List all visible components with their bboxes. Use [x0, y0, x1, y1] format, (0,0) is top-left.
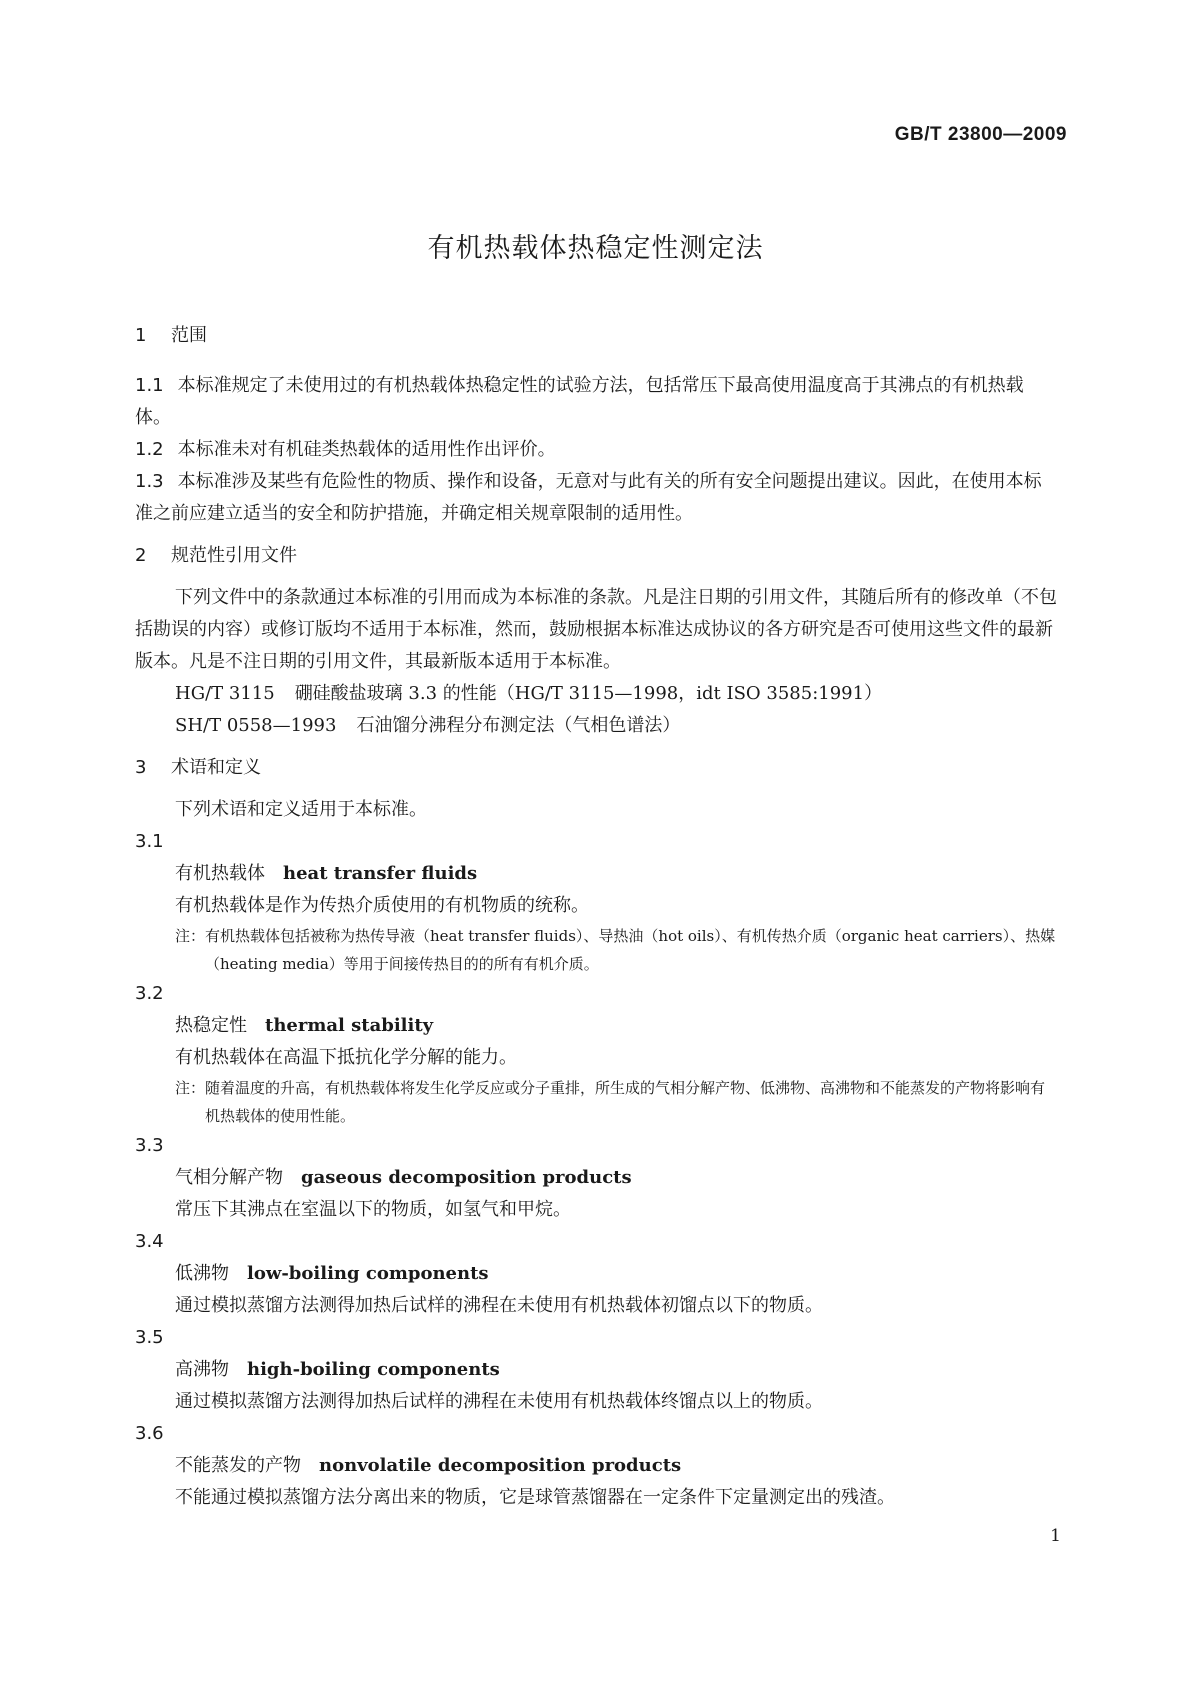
term-heading [135, 1354, 1057, 1386]
term-en: thermal stability [265, 1015, 434, 1036]
term-en: low-boiling components [247, 1263, 489, 1284]
term-heading [135, 1162, 1057, 1194]
term-number: 3.5 [135, 1327, 164, 1348]
reference-code: SH/T 0558—1993 [175, 715, 337, 736]
section-intro: 下列文件中的条款通过本标准的引用而成为本标准的条款。凡是注日期的引用文件，其随后所有的修改单（不包括勘误的内容）或修订版均不适用于本标准，然而，鼓励根据本标准达成协议的各方研究是否可使用这些文件的最新版本。凡是不注日期的引用文件，其最新版本适用于本标准。 [135, 587, 1057, 672]
term-zh: 低沸物 [175, 1263, 229, 1284]
term-number: 3.4 [135, 1231, 164, 1252]
document-title: 有机热载体热稳定性测定法 [427, 233, 764, 264]
term-en: gaseous decomposition products [301, 1167, 632, 1188]
page-number: 1 [1050, 1526, 1061, 1546]
term-zh: 高沸物 [175, 1359, 229, 1380]
term-definition: 通过模拟蒸馏方法测得加热后试样的沸程在未使用有机热载体初馏点以下的物质。 [175, 1295, 823, 1316]
term-definition: 常压下其沸点在室温以下的物质，如氢气和甲烷。 [175, 1199, 571, 1220]
clause [135, 434, 1057, 466]
reference-code: HG/T 3115 [175, 683, 275, 704]
section-heading [135, 752, 1057, 784]
term-heading [135, 1010, 1057, 1042]
reference-item [135, 678, 1057, 710]
section-title: 术语和定义 [171, 757, 261, 778]
note-label: 注： [175, 1079, 206, 1097]
section-heading [135, 540, 1057, 572]
term-number: 3.2 [135, 983, 164, 1004]
term-zh: 气相分解产物 [175, 1167, 283, 1188]
reference-title: 硼硅酸盐玻璃 3.3 的性能（HG/T 3115—1998，idt ISO 3585:1991） [294, 683, 883, 704]
standard-code: GB/T 23800—2009 [894, 124, 1067, 145]
clause-number: 1.2 [135, 439, 164, 460]
term-zh: 不能蒸发的产物 [175, 1455, 301, 1476]
clause-number: 1.3 [135, 471, 164, 492]
clause [135, 466, 1057, 530]
section-number: 2 [135, 545, 147, 566]
clause [135, 370, 1057, 434]
section-number: 1 [135, 325, 147, 346]
note-label: 注： [175, 927, 206, 945]
note-text: 有机热载体包括被称为热传导液（heat transfer fluids）、导热油（hot oils）、有机传热介质（organic heat carriers）、热媒（heating media）等用于间接传热目的的所有有机介质。 [205, 927, 1056, 973]
section-title: 规范性引用文件 [171, 545, 297, 566]
term-zh: 热稳定性 [175, 1015, 247, 1036]
document-body [135, 320, 1057, 1514]
term-en: nonvolatile decomposition products [319, 1455, 682, 1476]
term-heading [135, 1258, 1057, 1290]
term-number: 3.1 [135, 831, 164, 852]
term-number: 3.3 [135, 1135, 164, 1156]
term-definition: 有机热载体在高温下抵抗化学分解的能力。 [175, 1047, 517, 1068]
term-zh: 有机热载体 [175, 863, 265, 884]
term-definition: 不能通过模拟蒸馏方法分离出来的物质，它是球管蒸馏器在一定条件下定量测定出的残渣。 [175, 1487, 895, 1508]
term-en: heat transfer fluids [283, 863, 478, 884]
section-number: 3 [135, 757, 147, 778]
note-text: 随着温度的升高，有机热载体将发生化学反应或分子重排，所生成的气相分解产物、低沸物、高沸物和不能蒸发的产物将影响有机热载体的使用性能。 [205, 1079, 1046, 1125]
term-number: 3.6 [135, 1423, 164, 1444]
term-en: high-boiling components [247, 1359, 500, 1380]
clause-text: 本标准规定了未使用过的有机热载体热稳定性的试验方法，包括常压下最高使用温度高于其沸点的有机热载体。 [135, 375, 1024, 428]
clause-number: 1.1 [135, 375, 164, 396]
term-heading [135, 858, 1057, 890]
section-heading [135, 320, 1057, 352]
clause-text: 本标准涉及某些有危险性的物质、操作和设备，无意对与此有关的所有安全问题提出建议。因此，在使用本标准之前应建立适当的安全和防护措施，并确定相关规章限制的适用性。 [135, 471, 1042, 524]
reference-item [135, 710, 1057, 742]
reference-title: 石油馏分沸程分布测定法（气相色谱法） [356, 715, 681, 736]
section-title: 范围 [171, 325, 207, 346]
section-intro: 下列术语和定义适用于本标准。 [175, 799, 427, 820]
term-definition: 通过模拟蒸馏方法测得加热后试样的沸程在未使用有机热载体终馏点以上的物质。 [175, 1391, 823, 1412]
term-note [135, 922, 1057, 978]
term-note [135, 1074, 1057, 1130]
term-definition: 有机热载体是作为传热介质使用的有机物质的统称。 [175, 895, 589, 916]
clause-text: 本标准未对有机硅类热载体的适用性作出评价。 [177, 439, 556, 460]
term-heading [135, 1450, 1057, 1482]
